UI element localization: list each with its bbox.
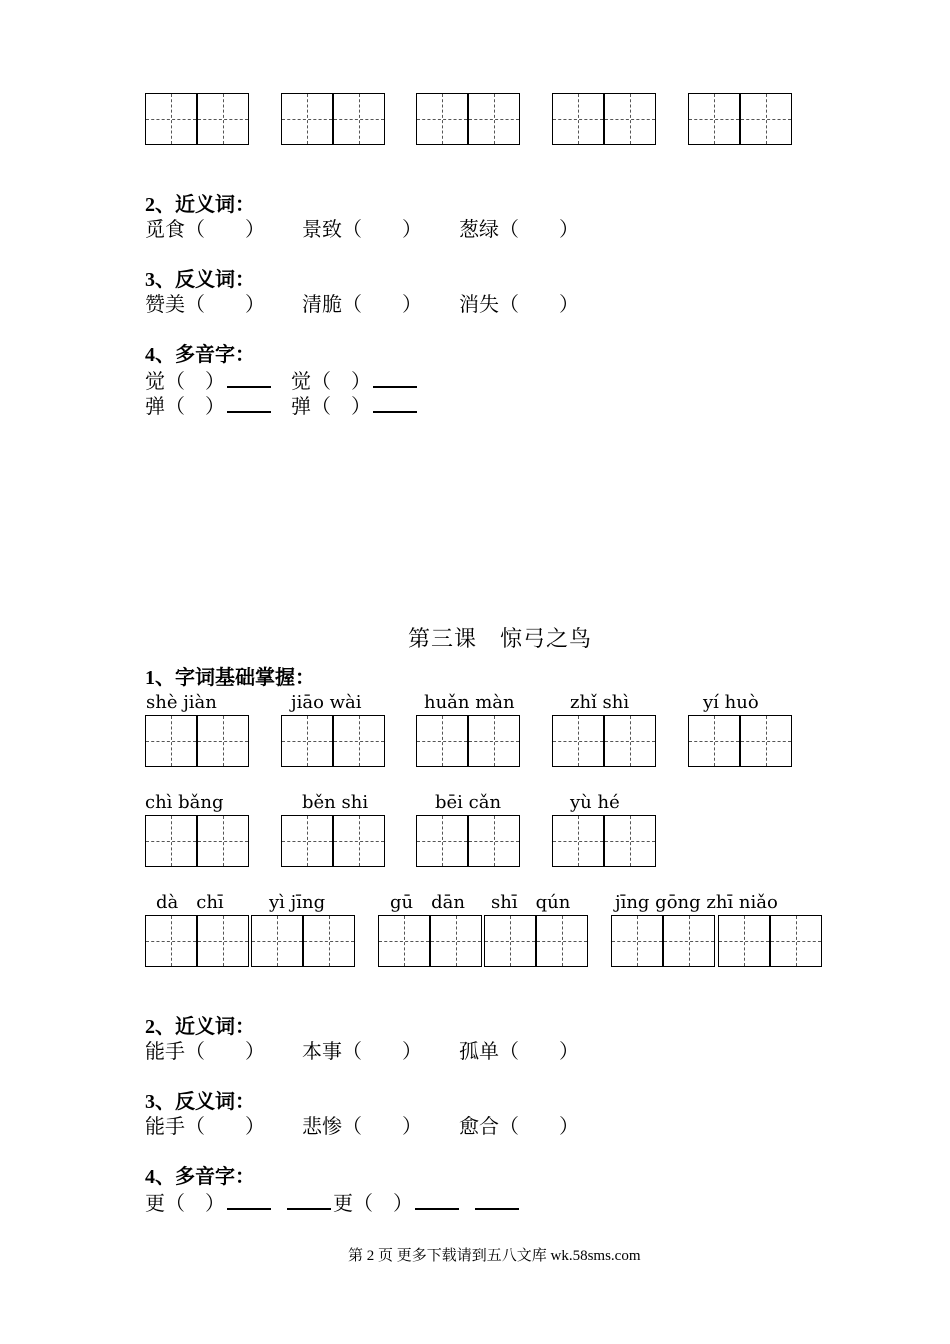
writing-cell[interactable] [197,715,249,767]
antonym-item: 清脆（ ） [302,292,422,316]
writing-cell[interactable] [303,915,355,967]
writing-cell[interactable] [770,915,822,967]
writing-cell[interactable] [281,715,333,767]
antonym-item: 悲惨（ ） [302,1114,422,1138]
writing-cell[interactable] [416,715,468,767]
pinyin-label: gū dān [390,892,465,913]
writing-cell[interactable] [416,93,468,145]
synonym-item: 本事（ ） [302,1039,422,1063]
writing-cell[interactable] [468,93,520,145]
synonym-item: 觅食（ ） [145,217,265,241]
writing-cell[interactable] [604,93,656,145]
answer-blank[interactable] [475,1188,519,1210]
pinyin-label: jiāo wài [291,692,362,713]
answer-blank[interactable] [227,366,271,388]
writing-cell[interactable] [552,815,604,867]
writing-cell[interactable] [145,715,197,767]
synonym-item: 孤单（ ） [459,1039,579,1063]
writing-cell[interactable] [378,915,430,967]
polyphones-heading: 4、多音字： [145,1166,255,1188]
writing-cell[interactable] [604,715,656,767]
answer-blank[interactable] [287,1188,331,1210]
polyphone-item: 更（ ） [145,1191,225,1215]
writing-cell[interactable] [688,93,740,145]
polyphone-item: 觉（ ） [145,369,225,393]
synonyms-heading: 2、近义词： [145,194,255,216]
lesson-title: 第三课 惊弓之鸟 [408,627,593,652]
polyphone-item: 觉（ ） [291,369,371,393]
pinyin-label: yí huò [703,692,759,713]
writing-cell[interactable] [536,915,588,967]
polyphone-item: 弹（ ） [145,394,225,418]
writing-cell[interactable] [281,815,333,867]
writing-cell[interactable] [281,93,333,145]
antonym-item: 能手（ ） [145,1114,265,1138]
writing-cell[interactable] [468,715,520,767]
writing-cell[interactable] [145,915,197,967]
writing-cell[interactable] [604,815,656,867]
antonym-item: 赞美（ ） [145,292,265,316]
page-footer: 第 2 页 更多下载请到五八文库 wk.58sms.com [348,1248,641,1264]
writing-cell[interactable] [197,915,249,967]
writing-cell[interactable] [197,93,249,145]
pinyin-label: chì bǎng [145,792,224,813]
antonyms-heading: 3、反义词： [145,1091,255,1113]
writing-cell[interactable] [611,915,663,967]
pinyin-label: dà chī [156,892,224,913]
writing-cell[interactable] [145,815,197,867]
pinyin-label: bēi cǎn [435,792,502,813]
pinyin-label: yì jīng [269,892,326,913]
pinyin-label: shī qún [491,892,571,913]
pinyin-label: zhǐ shì [570,692,630,713]
writing-cell[interactable] [333,93,385,145]
writing-cell[interactable] [718,915,770,967]
polyphone-item: 弹（ ） [291,394,371,418]
synonyms-heading: 2、近义词： [145,1016,255,1038]
writing-cell[interactable] [416,815,468,867]
writing-cell[interactable] [333,715,385,767]
polyphone-row [145,1188,521,1216]
writing-cell[interactable] [197,815,249,867]
antonym-item: 愈合（ ） [459,1114,579,1138]
writing-cell[interactable] [484,915,536,967]
answer-blank[interactable] [373,366,417,388]
writing-cell[interactable] [251,915,303,967]
basics-heading: 1、字词基础掌握： [145,667,315,689]
writing-cell[interactable] [430,915,482,967]
synonym-item: 能手（ ） [145,1039,265,1063]
writing-cell[interactable] [145,93,197,145]
pinyin-label: huǎn màn [424,692,515,713]
polyphone-row [145,391,419,419]
writing-cell[interactable] [688,715,740,767]
answer-blank[interactable] [227,391,271,413]
writing-cell[interactable] [740,93,792,145]
answer-blank[interactable] [373,391,417,413]
writing-cell[interactable] [740,715,792,767]
antonym-item: 消失（ ） [459,292,579,316]
synonym-item: 葱绿（ ） [459,217,579,241]
answer-blank[interactable] [227,1188,271,1210]
writing-cell[interactable] [333,815,385,867]
pinyin-label: jīng gōng zhī niǎo [615,892,778,913]
writing-cell[interactable] [552,93,604,145]
synonym-item: 景致（ ） [302,217,422,241]
writing-cell[interactable] [663,915,715,967]
pinyin-label: shè jiàn [146,692,217,713]
polyphones-heading: 4、多音字： [145,344,255,366]
polyphone-item: 更（ ） [333,1191,413,1215]
polyphone-row [145,366,419,394]
answer-blank[interactable] [415,1188,459,1210]
antonyms-heading: 3、反义词： [145,269,255,291]
writing-cell[interactable] [552,715,604,767]
pinyin-label: běn shi [302,792,369,813]
pinyin-label: yù hé [570,792,620,813]
writing-cell[interactable] [468,815,520,867]
